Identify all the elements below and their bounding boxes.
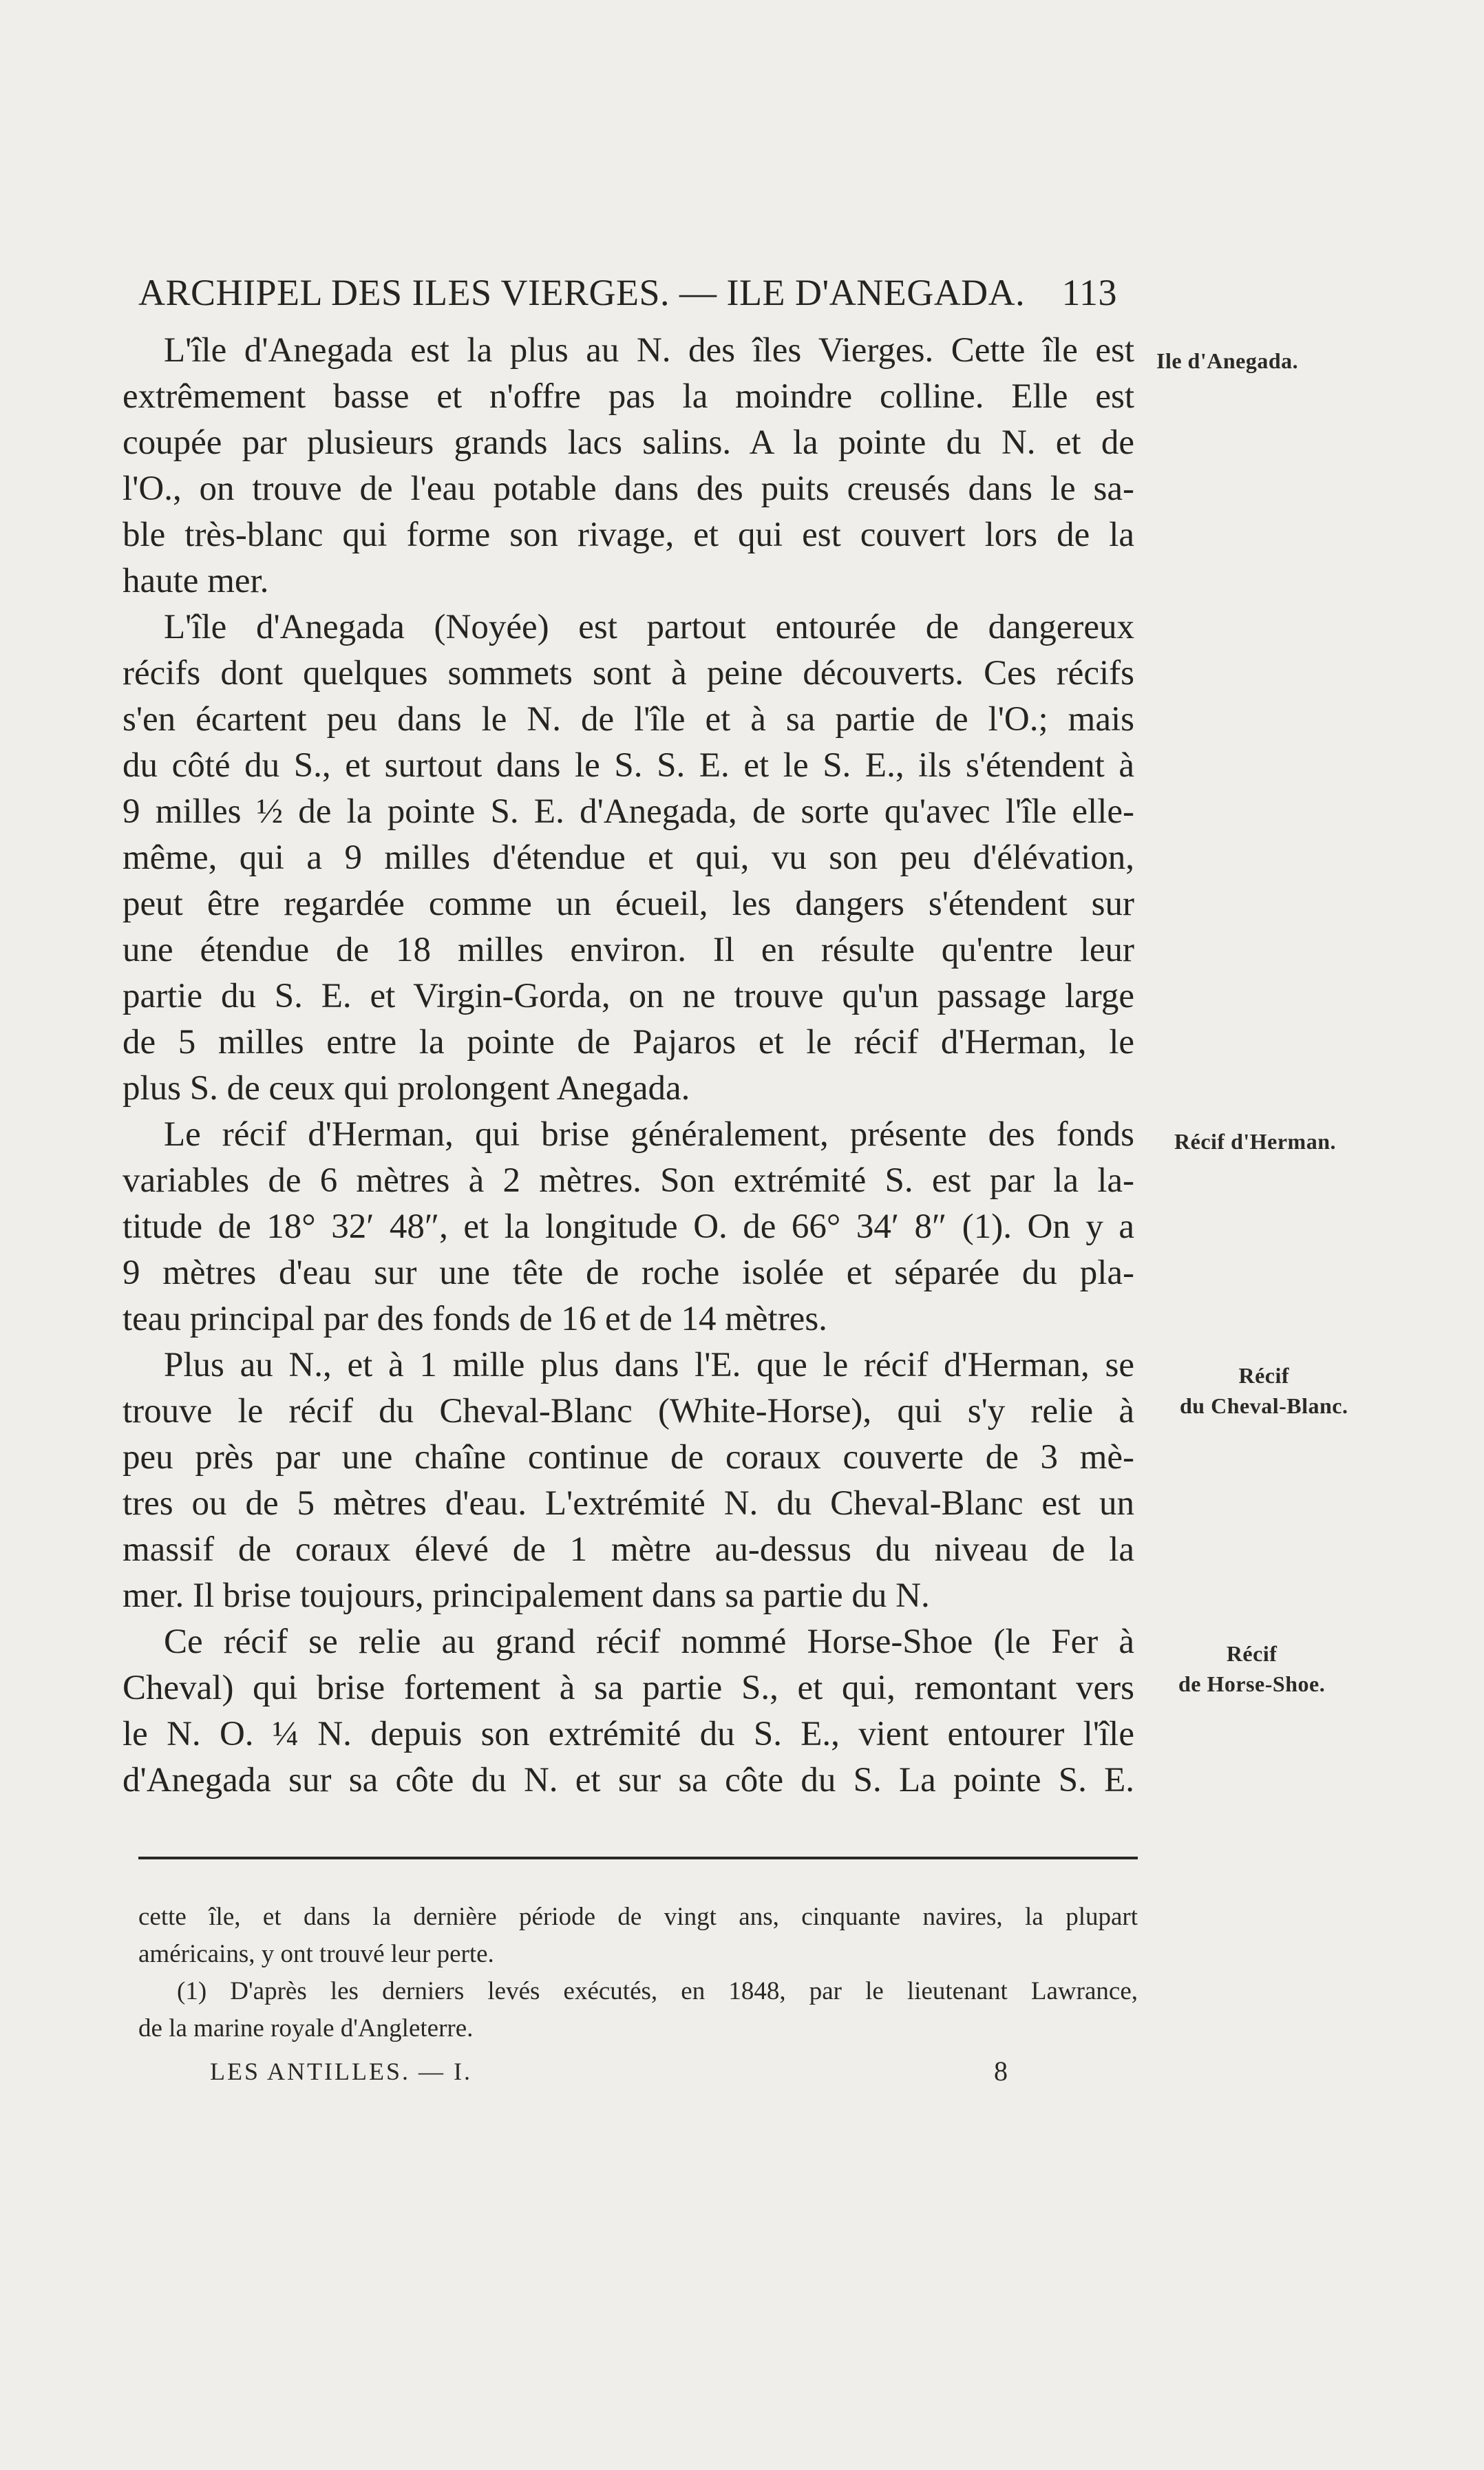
text-line: s'en écartent peu dans le N. de l'île et à sa partie de l'O.; mais [123, 700, 1134, 739]
sheet-number: 8 [994, 2056, 1008, 2087]
text-line: massif de coraux élevé de 1 mètre au-dessus du niveau de la [123, 1530, 1134, 1569]
text-line: partie du S. E. et Virgin-Gorda, on ne trouve qu'un passage large [123, 977, 1134, 1015]
sidenote-label: Récif [1226, 1641, 1278, 1666]
text-line: l'O., on trouve de l'eau potable dans des puits creusés dans le sa- [123, 469, 1134, 508]
text-line: même, qui a 9 milles d'étendue et qui, vu son peu d'élévation, [123, 838, 1134, 877]
text-line: Cheval) qui brise fortement à sa partie S., et qui, remontant vers [123, 1669, 1134, 1707]
footnote-line: (1) D'après les derniers levés exécutés, en 1848, par le lieutenant Lawrance, [177, 1977, 1138, 2005]
text-line: L'île d'Anegada est la plus au N. des îles Vierges. Cette île est [164, 331, 1134, 370]
text-line: variables de 6 mètres à 2 mètres. Son extrémité S. est par la la- [123, 1161, 1134, 1200]
footnotes [138, 1899, 1138, 2047]
sidenote-anegada [1156, 346, 1298, 376]
text-line: de 5 milles entre la pointe de Pajaros et le récif d'Herman, le [123, 1023, 1134, 1062]
text-line: Le récif d'Herman, qui brise généralement, présente des fonds [164, 1115, 1134, 1154]
sidenote-label: de Horse-Shoe. [1178, 1671, 1326, 1696]
text-line: récifs dont quelques sommets sont à peine découverts. Ces récifs [123, 654, 1134, 693]
sidenote-cheval-blanc [1180, 1360, 1348, 1421]
page-header [138, 267, 1117, 318]
text-line: du côté du S., et surtout dans le S. S. E. et le S. E., ils s'étendent à [123, 746, 1134, 785]
text-line: ble très-blanc qui forme son rivage, et qui est couvert lors de la [123, 516, 1134, 554]
text-line: trouve le récif du Cheval-Blanc (White-Horse), qui s'y relie à [123, 1392, 1134, 1431]
text-line: d'Anegada sur sa côte du N. et sur sa côte du S. La pointe S. E. [123, 1761, 1134, 1799]
sidenote-label: Récif [1238, 1363, 1290, 1388]
text-line: peu près par une chaîne continue de coraux couverte de 3 mè- [123, 1438, 1134, 1477]
footnote-line: de la marine royale d'Angleterre. [138, 2014, 474, 2042]
text-line: Plus au N., et à 1 mille plus dans l'E. que le récif d'Herman, se [164, 1346, 1134, 1384]
printer-signature: LES ANTILLES. — I. [210, 2058, 472, 2085]
text-line: une étendue de 18 milles environ. Il en résulte qu'entre leur [123, 931, 1134, 969]
sidenote-label: Ile d'Anegada. [1156, 348, 1299, 373]
text-line: plus S. de ceux qui prolongent Anegada. [123, 1069, 690, 1108]
page-number: 113 [1061, 272, 1117, 313]
sidenote-horse-shoe [1178, 1638, 1325, 1699]
text-line: haute mer. [123, 562, 269, 600]
running-title: ARCHIPEL DES ILES VIERGES. — ILE D'ANEGADA. [138, 272, 1026, 313]
sidenote-herman [1174, 1126, 1336, 1157]
text-line: le N. O. ¼ N. depuis son extrémité du S. E., vient entourer l'île [123, 1715, 1134, 1753]
text-line: teau principal par des fonds de 16 et de 14 mètres. [123, 1300, 827, 1338]
text-line: 9 milles ½ de la pointe S. E. d'Anegada, de sorte qu'avec l'île elle- [123, 792, 1134, 831]
sidenote-label: du Cheval-Blanc. [1180, 1393, 1348, 1418]
text-line: tres ou de 5 mètres d'eau. L'extrémité N. du Cheval-Blanc est un [123, 1484, 1134, 1523]
text-line: coupée par plusieurs grands lacs salins. A la pointe du N. et de [123, 423, 1134, 462]
text-line: peut être regardée comme un écueil, les dangers s'étendent sur [123, 885, 1134, 923]
text-line: L'île d'Anegada (Noyée) est partout entourée de dangereux [164, 608, 1134, 646]
text-line: extrêmement basse et n'offre pas la moindre colline. Elle est [123, 377, 1134, 416]
body-text [123, 328, 1134, 1804]
sidenote-label: Récif d'Herman. [1174, 1129, 1336, 1154]
footnote-rule [138, 1857, 1138, 1859]
text-line: mer. Il brise toujours, principalement dans sa partie du N. [123, 1576, 930, 1615]
text-line: 9 mètres d'eau sur une tête de roche isolée et séparée du pla- [123, 1254, 1134, 1292]
footnote-line: américains, y ont trouvé leur perte. [138, 1940, 494, 1968]
footnote-line: cette île, et dans la dernière période de vingt ans, cinquante navires, la plupart [138, 1903, 1138, 1931]
text-line: Ce récif se relie au grand récif nommé Horse-Shoe (le Fer à [164, 1623, 1134, 1661]
text-line: titude de 18° 32′ 48″, et la longitude O. de 66° 34′ 8″ (1). On y a [123, 1207, 1134, 1246]
